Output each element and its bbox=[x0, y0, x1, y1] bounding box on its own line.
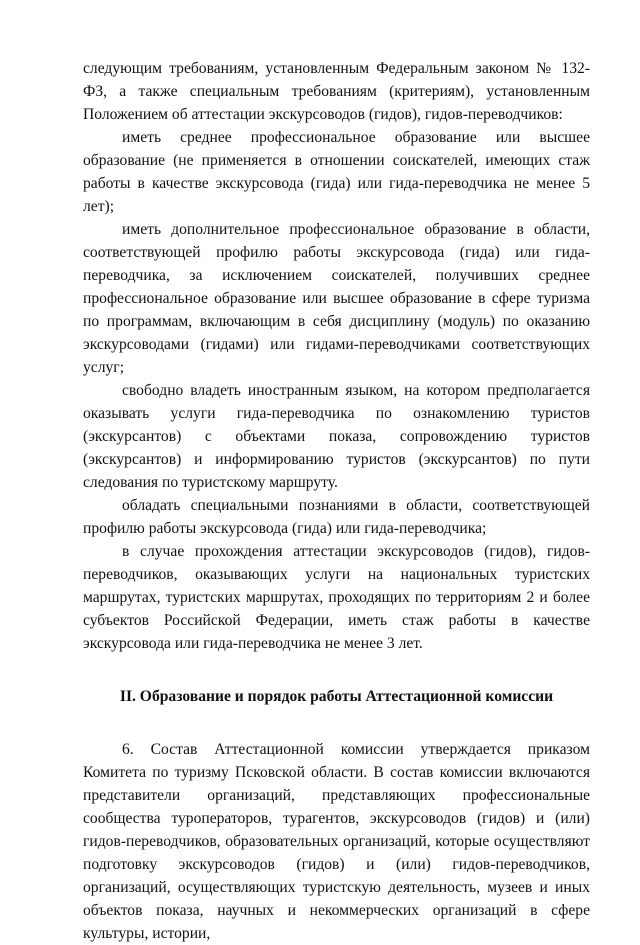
paragraph-commission-composition: 6. Состав Аттестационной комиссии утверждается приказом Комитета по туризму Псковской области. В состав комиссии включаются представители организаций, представляющих профессиональные сообщества туроператоров, турагентов, экскурсоводов (гидов) и (или) гидов-переводчиков, образовательных организаций, которые осуществляют подготовку экскурсоводов (гидов) и (или) гидов-переводчиков, организаций, осуществляющих туристскую деятельность, музеев и иных объектов показа, научных и некоммерческих организаций в сфере культуры, истории, bbox=[83, 741, 590, 942]
paragraph-special-knowledge: обладать специальными познаниями в области, соответствующей профилю работы экскурсовода (гида) или гида-переводчика; bbox=[83, 497, 590, 537]
paragraph-education-requirement: иметь среднее профессиональное образование или высшее образование (не применяется в отношении соискателей, имеющих стаж работы в качестве экскурсовода (гида) или гида-переводчика не менее 5 лет); bbox=[83, 129, 590, 215]
paragraph-foreign-language: свободно владеть иностранным языком, на котором предполагается оказывать услуги гида-переводчика по ознакомлению туристов (экскурсантов) с объектами показа, сопровождению туристов (экскурсантов) и информированию туристов (экскурсантов) по пути следования по туристскому маршруту. bbox=[83, 382, 590, 491]
paragraph-experience-requirement: в случае прохождения аттестации экскурсоводов (гидов), гидов-переводчиков, оказывающих услуги на национальных туристских маршрутах, туристских маршрутах, проходящих по территориям 2 и более субъектов Российской Федерации, иметь стаж работы в качестве экскурсовода или гида-переводчика не менее 3 лет. bbox=[83, 543, 590, 652]
paragraph-requirements-intro: следующим требованиям, установленным Федеральным законом № 132-ФЗ, а также специальным требованиям (критериям), установленным Положением об аттестации экскурсоводов (гидов), гидов-переводчиков: bbox=[83, 60, 590, 123]
paragraph-additional-education: иметь дополнительное профессиональное образование в области, соответствующей профилю работы экскурсовода (гида) или гида-переводчика, за исключением соискателей, получивших среднее профессиональное образование или высшее образование в сфере туризма по программам, включающим в себя дисциплину (модуль) по оказанию экскурсоводами (гидами) или гидами-переводчиками соответствующих услуг; bbox=[83, 221, 590, 376]
section-heading: II. Образование и порядок работы Аттестационной комиссии bbox=[119, 688, 554, 705]
